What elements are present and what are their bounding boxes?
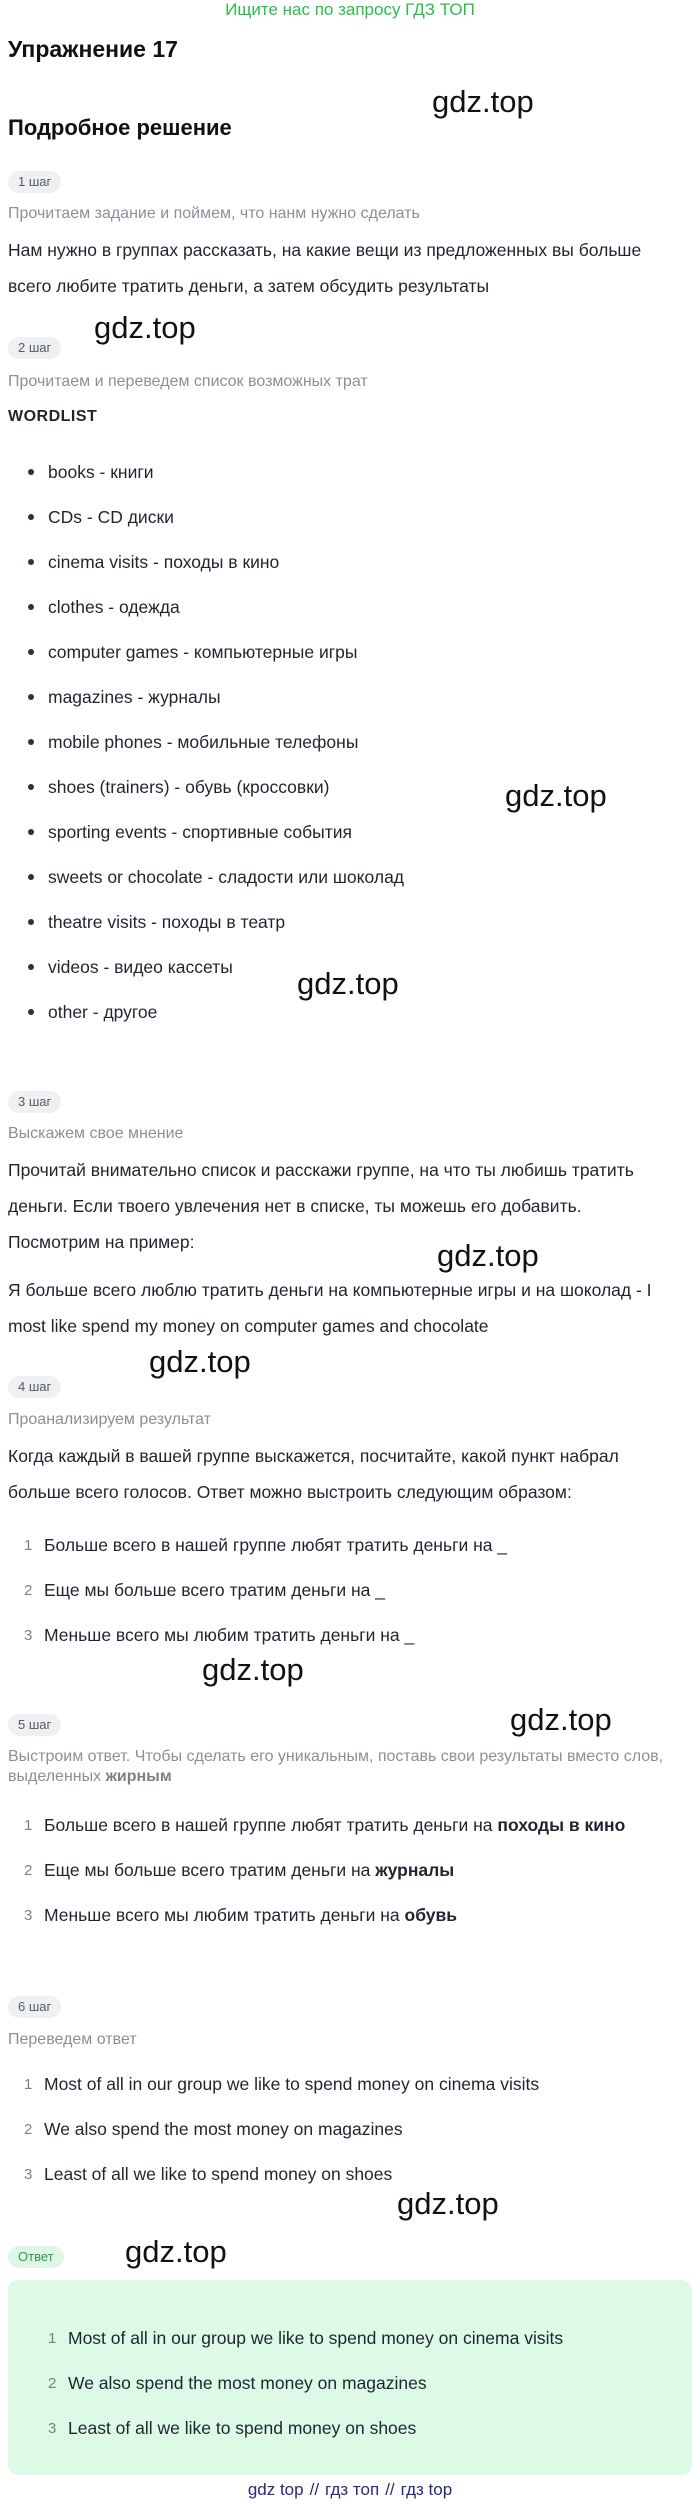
bullet [28, 784, 34, 790]
list-item-bold: обувь [404, 1905, 458, 1925]
list-item: clothes - одежда [48, 597, 180, 617]
answer-item: Least of all we like to spend money on shoes [68, 2418, 417, 2438]
list-item: Еще мы больше всего тратим деньги на _ [44, 1580, 385, 1600]
step-text-line: Посмотрим на пример: [8, 1232, 195, 1252]
answer-badge: Ответ [8, 2246, 64, 2268]
bullet [28, 649, 34, 655]
footer-links [0, 2478, 700, 2504]
list-item: CDs - CD диски [48, 507, 174, 527]
list-item: other - другое [48, 1002, 158, 1022]
section-title: Подробное решение [8, 115, 232, 140]
list-item: theatre visits - походы в театр [48, 912, 286, 932]
list-item-bold: журналы [375, 1860, 455, 1880]
list-item: Most of all in our group we like to spend money on cinema visits [44, 2074, 540, 2094]
step-hint-line: Выстроим ответ. Чтобы сделать его уникальным, поставь свои результаты вместо слов, [8, 1748, 664, 1765]
step-text-line: всего любите тратить деньги, а затем обсудить результаты [8, 276, 490, 296]
list-item-bold: походы в кино [497, 1815, 626, 1835]
step-badge: 3 шаг [8, 1091, 61, 1113]
step-text-line: most like spend my money on computer games and chocolate [8, 1316, 489, 1336]
watermark: gdz.top [437, 1238, 539, 1273]
watermark: gdz.top [125, 2234, 227, 2269]
step-hint: Выскажем свое мнение [8, 1125, 184, 1142]
step-text-line: Прочитай внимательно список и расскажи группе, на что ты любишь тратить [8, 1160, 634, 1180]
bullet [28, 964, 34, 970]
step-hint [8, 1747, 692, 1787]
bullet [28, 874, 34, 880]
step-text-line: Когда каждый в вашей группе выскажется, посчитайте, какой пункт набрал [8, 1446, 619, 1466]
watermark: gdz.top [149, 1344, 251, 1379]
watermark: gdz.top [505, 778, 607, 813]
answer-item: Most of all in our group we like to spend money on cinema visits [68, 2328, 564, 2348]
step-hint-line: выделенных [8, 1768, 106, 1785]
wordlist-label: WORDLIST [8, 408, 98, 425]
bullet [28, 1009, 34, 1015]
list-item: magazines - журналы [48, 687, 221, 707]
step-badge: 2 шаг [8, 337, 61, 359]
footer-link[interactable]: gdz top [247, 2480, 304, 2499]
list-number: 2 [24, 1582, 33, 1599]
list-item: computer games - компьютерные игры [48, 642, 358, 662]
watermark: gdz.top [297, 966, 399, 1001]
list-number: 3 [24, 1907, 33, 1924]
bullet [28, 919, 34, 925]
bullet [28, 559, 34, 565]
bullet [28, 694, 34, 700]
answer-item: We also spend the most money on magazines [68, 2373, 427, 2393]
footer-separator: // [385, 2480, 395, 2499]
footer-link[interactable]: гдз топ [325, 2480, 380, 2499]
list-item [44, 1858, 454, 1882]
list-item: Меньше всего мы любим тратить деньги на _ [44, 1625, 415, 1645]
watermark: gdz.top [202, 1652, 304, 1687]
bullet [28, 604, 34, 610]
list-item [44, 1903, 457, 1927]
list-number: 1 [24, 1537, 33, 1554]
bullet [28, 739, 34, 745]
step-text-line: больше всего голосов. Ответ можно выстроить следующим образом: [8, 1482, 572, 1502]
list-item-text: Больше всего в нашей группе любят тратить деньги на [44, 1815, 498, 1835]
bullet [28, 829, 34, 835]
list-item: Больше всего в нашей группе любят тратить деньги на _ [44, 1535, 508, 1555]
list-item: shoes (trainers) - обувь (кроссовки) [48, 777, 330, 797]
step-hint: Переведем ответ [8, 2031, 137, 2048]
watermark: gdz.top [94, 310, 196, 345]
step-hint: Прочитаем и переведем список возможных трат [8, 373, 368, 390]
list-item: cinema visits - походы в кино [48, 552, 280, 572]
step-text-line: Я больше всего люблю тратить деньги на компьютерные игры и на шоколад - I [8, 1280, 652, 1300]
list-item: books - книги [48, 462, 154, 482]
list-number: 2 [48, 2375, 57, 2392]
footer-separator: // [309, 2480, 320, 2499]
list-item-text: Меньше всего мы любим тратить деньги на [44, 1905, 405, 1925]
step-hint: Проанализируем результат [8, 1411, 212, 1428]
bullet [28, 514, 34, 520]
page-title: Упражнение 17 [8, 36, 178, 62]
list-number: 3 [24, 2166, 33, 2183]
list-number: 2 [24, 2121, 33, 2138]
list-number: 1 [24, 1817, 33, 1834]
list-number: 1 [24, 2076, 33, 2093]
list-item: sporting events - спортивные события [48, 822, 353, 842]
step-badge: 4 шаг [8, 1376, 61, 1398]
watermark: gdz.top [510, 1702, 612, 1737]
list-item-text: Еще мы больше всего тратим деньги на [44, 1860, 376, 1880]
footer-link[interactable]: гдз top [400, 2480, 453, 2499]
list-number: 3 [48, 2420, 57, 2437]
list-item: sweets or chocolate - сладости или шоколад [48, 867, 405, 887]
step-badge: 5 шаг [8, 1714, 61, 1736]
list-item: We also spend the most money on magazines [44, 2119, 403, 2139]
list-item: videos - видео кассеты [48, 957, 233, 977]
step-hint: Прочитаем задание и поймем, что нанм нужно сделать [8, 205, 420, 222]
list-number: 1 [48, 2330, 57, 2347]
step-text-line: деньги. Если твоего увлечения нет в списке, ты можешь его добавить. [8, 1196, 582, 1216]
list-item [44, 1813, 625, 1837]
step-badge: 1 шаг [8, 171, 61, 193]
list-number: 3 [24, 1627, 33, 1644]
list-item: mobile phones - мобильные телефоны [48, 732, 359, 752]
bullet [28, 469, 34, 475]
list-item: Least of all we like to spend money on shoes [44, 2164, 393, 2184]
step-text-line: Нам нужно в группах рассказать, на какие вещи из предложенных вы больше [8, 240, 642, 260]
step-hint-bold: жирным [105, 1768, 172, 1785]
step-badge: 6 шаг [8, 1996, 61, 2018]
watermark: gdz.top [397, 2186, 499, 2221]
promo-banner[interactable]: Ищите нас по запросу ГДЗ ТОП [225, 0, 475, 19]
list-number: 2 [24, 1862, 33, 1879]
watermark: gdz.top [432, 84, 534, 119]
